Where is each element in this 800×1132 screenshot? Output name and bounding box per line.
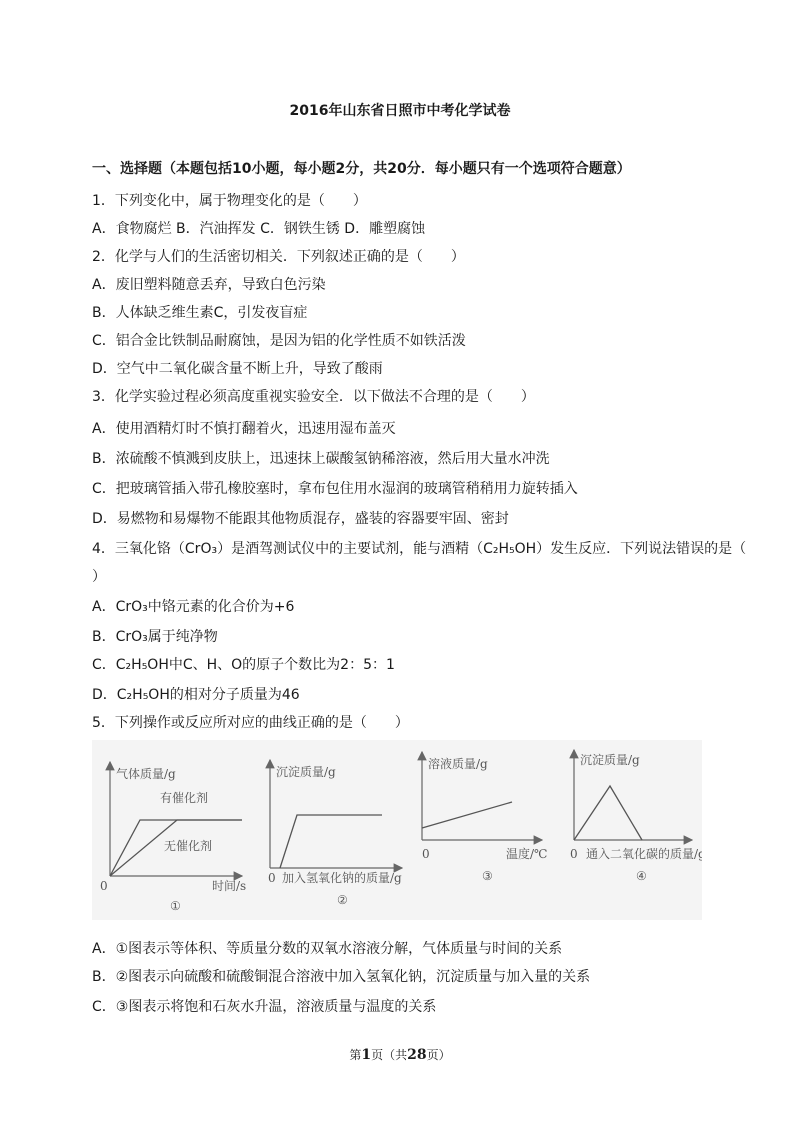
graph-2-xlabel: 加入氢氧化钠的质量/g xyxy=(282,871,402,885)
exam-title: 2016年山东省日照市中考化学试卷 xyxy=(289,103,511,119)
q2-stem: 2．化学与人们的生活密切相关．下列叙述正确的是（ ） xyxy=(92,249,465,265)
graph-1-xlabel: 时间/s xyxy=(212,879,247,893)
q5-option-b: B．②图表示向硫酸和硫酸铜混合溶液中加入氢氧化钠，沉淀质量与加入量的关系 xyxy=(92,969,591,985)
q3-option-d: D．易燃物和易爆物不能跟其他物质混存，盛装的容器要牢固、密封 xyxy=(92,511,509,527)
graph-3-number: ③ xyxy=(482,869,493,883)
q4-option-d: D．C₂H₅OH的相对分子质量为46 xyxy=(92,687,300,703)
graph-1-upper-label: 有催化剂 xyxy=(160,791,209,805)
graph-1-lower-label: 无催化剂 xyxy=(164,839,213,853)
q2-option-a: A．废旧塑料随意丢弃，导致白色污染 xyxy=(92,277,326,293)
graph-4-origin: 0 xyxy=(570,847,578,861)
q5-stem: 5．下列操作或反应所对应的曲线正确的是（ ） xyxy=(92,715,409,731)
q4-stem: 4．三氧化铬（CrO₃）是酒驾测试仪中的主要试剂，能与酒精（C₂H₅OH）发生反应．下列说法错误的是（ xyxy=(92,541,747,557)
q3-option-a: A．使用酒精灯时不慎打翻着火，迅速用湿布盖灭 xyxy=(92,421,396,437)
q4-option-c: C．C₂H₅OH中C、H、O的原子个数比为2：5：1 xyxy=(92,657,395,673)
graph-1-number: ① xyxy=(170,899,181,913)
graph-3-origin: 0 xyxy=(422,847,430,861)
q4-option-b: B．CrO₃属于纯净物 xyxy=(92,629,218,645)
section-heading: 一、选择题（本题包括10小题，每小题2分，共20分．每小题只有一个选项符合题意） xyxy=(92,161,631,177)
q5-option-a: A．①图表示等体积、等质量分数的双氧水溶液分解，气体质量与时间的关系 xyxy=(92,941,563,957)
graph-3-ylabel: 溶液质量/g xyxy=(428,757,488,771)
q2-option-d: D．空气中二氧化碳含量不断上升，导致了酸雨 xyxy=(92,361,383,377)
page-footer xyxy=(0,1046,800,1063)
q3-option-b: B．浓硫酸不慎溅到皮肤上，迅速抹上碳酸氢钠稀溶液，然后用大量水冲洗 xyxy=(92,451,550,467)
graph-3-xlabel: 温度/℃ xyxy=(506,847,548,861)
footer-mid: 页（共 xyxy=(371,1048,408,1062)
q4-option-a: A．CrO₃中铬元素的化合价为+6 xyxy=(92,599,295,615)
q2-option-b: B．人体缺乏维生素C，引发夜盲症 xyxy=(92,305,308,321)
footer-prefix: 第 xyxy=(349,1048,362,1062)
q2-option-c: C．铝合金比铁制品耐腐蚀，是因为铝的化学性质不如铁活泼 xyxy=(92,333,466,349)
graph-2-origin: 0 xyxy=(268,871,276,885)
q5-option-c: C．③图表示将饱和石灰水升温，溶液质量与温度的关系 xyxy=(92,999,437,1015)
footer-suffix: 页） xyxy=(426,1048,451,1062)
q1-stem: 1．下列变化中，属于物理变化的是（ ） xyxy=(92,193,367,209)
q5-graphs-figure xyxy=(92,740,702,920)
graph-4-ylabel: 沉淀质量/g xyxy=(580,753,640,767)
graph-4-number: ④ xyxy=(636,869,647,883)
graph-1-ylabel: 气体质量/g xyxy=(116,767,176,781)
footer-total-pages: 28 xyxy=(407,1047,427,1063)
graph-4-xlabel: 通入二氧化碳的质量/g xyxy=(586,847,702,861)
graph-2-number: ② xyxy=(337,893,348,907)
graph-1-origin: 0 xyxy=(100,879,108,893)
graph-2-ylabel: 沉淀质量/g xyxy=(276,765,336,779)
footer-page-number: 1 xyxy=(361,1047,372,1063)
q4-stem-end: ） xyxy=(92,569,106,585)
q1-options: A．食物腐烂 B．汽油挥发 C．钢铁生锈 D．雕塑腐蚀 xyxy=(92,221,426,237)
q3-option-c: C．把玻璃管插入带孔橡胶塞时，拿布包住用水湿润的玻璃管稍稍用力旋转插入 xyxy=(92,481,578,497)
q5-graphs-svg xyxy=(92,740,702,920)
q3-stem: 3．化学实验过程必须高度重视实验安全．以下做法不合理的是（ ） xyxy=(92,389,535,405)
